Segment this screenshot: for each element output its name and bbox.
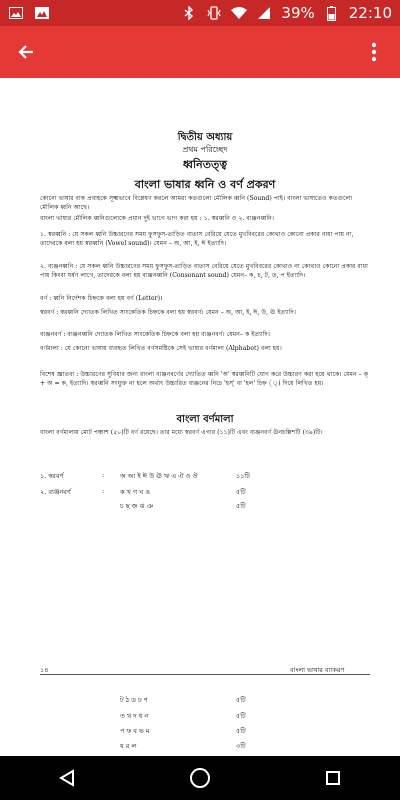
mountain-icon — [34, 5, 50, 21]
row-count: ৫টি — [236, 696, 246, 704]
bluetooth-icon — [181, 5, 197, 21]
section-heading: বাংলা ভাষার ধ্বনি ও বর্ণ প্রকরণ — [134, 178, 276, 191]
row-letters: অ আ ই ঈ উ ঊ ঋ এ ঐ ও ঔ — [120, 472, 198, 480]
row-count: ৩টি — [236, 742, 246, 750]
row-letters: ট ঠ ড ঢ ণ — [120, 696, 148, 704]
signal-icon — [256, 5, 272, 21]
row-count: ৫টি — [236, 712, 246, 720]
home-circle-icon[interactable] — [178, 756, 222, 800]
back-arrow-icon[interactable] — [12, 38, 40, 66]
battery-percent: 39% — [281, 4, 315, 22]
row-sep: : — [102, 471, 105, 479]
alphabet-table-intro: বাংলা বর্ণমালায় মোট পঞ্চাশ (৫০)টি বর্ণ রয়েছে। তার মধ্যে স্বরবর্ণ এগার (১১)টি এবং ব্যঞ্জনবর্ণ ঊনচল্লিশটি (৩৯)টি। — [40, 429, 323, 436]
row-letters: প ফ ব ভ ম — [120, 727, 150, 735]
gallery-icon — [8, 5, 24, 21]
navigation-bar — [0, 756, 400, 800]
paragraph-note: বিশেষ জ্ঞাতব্য : উচ্চারণের সুবিধার জন্য বাংলা ব্যঞ্জনবর্ণের দ্যোতিত ধ্বনি 'অ' স্বরধ্বনিটি যোগ করে উচ্চারণ করা হয়ে থাকে। যেমন – ক্ + অ = ক, ইত্যাদি। স্বরধ্বনি সংযুক্ত না হলে অর্থাৎ উচ্চারিত ব্যঞ্জনের নিচে 'হস্' বা 'হল' চিহ্ন (্) দিয়ে লিখিত হয়। — [40, 371, 369, 387]
page-number: ১৪ — [40, 666, 49, 674]
row-count: ৫টি — [236, 502, 246, 510]
app-bar — [0, 26, 400, 78]
row-label: ২. ব্যঞ্জনবর্ণ — [40, 488, 71, 496]
paragraph-alphabet: বর্ণমালা : যে কোনো ভাষায় ব্যবহৃত লিখিত বর্ণসমষ্টিকে সেই ভাষার বর্ণমালা (Alphabet) বলা হয়। — [40, 345, 282, 352]
paragraph-vowel-letter: স্বরবর্ণ : স্বরধ্বনি দ্যোতক লিখিত সাংকেতিক চিহ্নকে বলা হয় স্বরবর্ণ। যেমন – অ, আ, ই, ঈ, উ, ঊ ইত্যাদি। — [40, 309, 297, 316]
clock: 22:10 — [348, 4, 392, 22]
more-vert-icon[interactable] — [360, 38, 388, 66]
paragraph-types: বাংলা ভাষার মৌলিক ধ্বনিগুলোকে প্রধান দুই ভাগে ভাগ করা হয় : ১. স্বরধ্বনি ও ২. ব্যঞ্জনধ্বনি। — [40, 215, 275, 222]
paragraph-intro: কোনো ভাষার বাক প্রবাহকে সূক্ষ্মভাবে বিশ্লেষণ করলে আমরা কতগুলো মৌলিক ধ্বনি (Sound) পাই। বাংলা ভাষাতেও কতগুলো মৌলিক ধ্বনি আছে। — [40, 195, 353, 211]
row-sep: : — [102, 487, 105, 495]
row-label: ১. স্বরবর্ণ — [40, 472, 64, 480]
row-letters: ত থ দ ধ ন — [120, 712, 149, 720]
battery-icon — [324, 5, 340, 21]
paragraph-letter: বর্ণ : ধ্বনি নির্দেশক চিহ্নকে বলা হয় বর্ণ (Letter)। — [40, 295, 163, 302]
back-triangle-icon[interactable] — [45, 756, 89, 800]
paragraph-consonant: ২. ব্যঞ্জনধ্বনি : যে সকল ধ্বনি উচ্চারণের সময় ফুসফুস-তাড়িত বাতাস বেরিয়ে যেতে মুখবিবরের কোথাও না কোথাও কোনো প্রকার বাধা পায় কিংবা ঘর্ষণ লাগে, তাদেরকে বলা হয় ব্যঞ্জনধ্বনি (Consonant sound) যেমন– ক, চ, ট, ত, প ইত্যাদি। — [40, 263, 368, 279]
topic-title: ধ্বনিতত্ত্ব — [182, 158, 228, 171]
row-count: ৫টি — [236, 488, 246, 496]
chapter-title: দ্বিতীয় অধ্যায় — [177, 132, 233, 143]
paragraph-vowel: ১. স্বরধ্বনি : যে সকল ধ্বনি উচ্চারণের সময় ফুসফুস-তাড়িত বাতাস বেরিয়ে যেতে মুখবিবরের কোথাও কোনো প্রকার বাধা পায় না, তাদেরকে বলা হয় স্বরধ্বনি (Vowel sound)। যেমন – অ, আ, ই, ঈ ইত্যাদি। — [40, 231, 354, 247]
row-letters: য র ল — [120, 742, 137, 750]
status-bar — [0, 0, 400, 26]
row-count: ৫টি — [236, 727, 246, 735]
recents-square-icon[interactable] — [311, 756, 355, 800]
paragraph-consonant-letter: ব্যঞ্জনবর্ণ : ব্যঞ্জনধ্বনি দ্যোতক লিখিত সাংকেতিক চিহ্নকে বলা হয় ব্যঞ্জনবর্ণ। যেমন– ক ইত্যাদি। — [40, 331, 270, 338]
document-view[interactable] — [0, 78, 400, 756]
running-footer: বাংলা ভাষার ব্যাকরণ — [290, 666, 345, 674]
row-letters: ক খ গ ঘ ঙ — [120, 488, 151, 496]
row-letters: চ ছ জ ঝ ঞ — [120, 502, 154, 510]
row-count: ১১টি — [236, 472, 250, 480]
wifi-icon — [231, 5, 247, 21]
vibrate-icon — [206, 5, 222, 21]
alphabet-table-title: বাংলা বর্ণমালা — [176, 414, 234, 425]
section-subtitle: প্রথম পরিচ্ছেদ — [182, 145, 228, 154]
